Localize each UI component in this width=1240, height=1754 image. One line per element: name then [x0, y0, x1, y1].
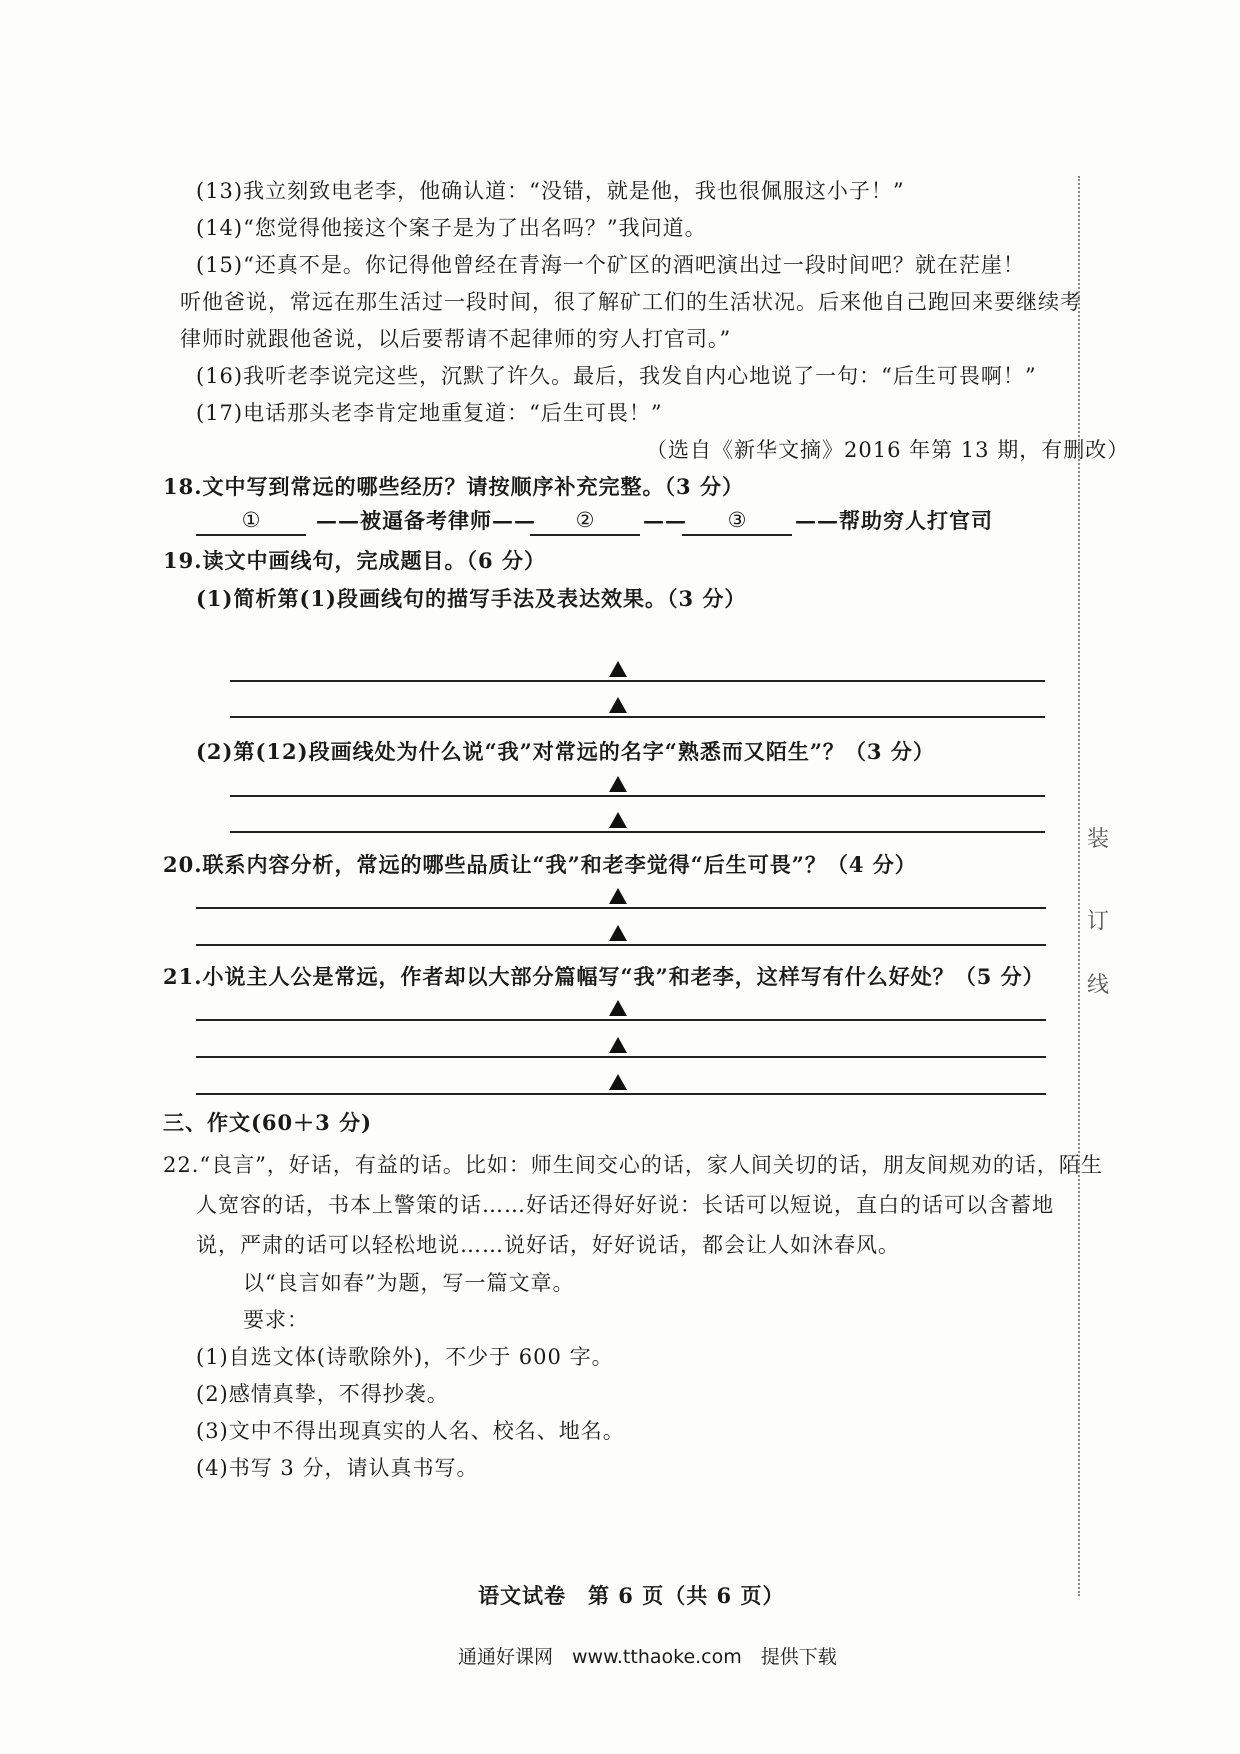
- answer-line[interactable]: [196, 907, 1046, 909]
- requirements-label: 要求：: [243, 1308, 309, 1332]
- answer-marker-icon: [609, 1074, 627, 1090]
- paragraph-15-line-2: 听他爸说，常远在那生活过一段时间，很了解矿工们的生活状况。后来他自己跑回来要继续考: [180, 290, 1082, 314]
- answer-blank-2[interactable]: ②: [530, 506, 640, 536]
- question-19: 19.读文中画线句，完成题目。（6 分）: [163, 548, 546, 573]
- download-watermark: 通通好课网 www.tthaoke.com 提供下载: [458, 1646, 837, 1668]
- answer-line[interactable]: [230, 831, 1045, 833]
- question-22-line-2: 人宽容的话，书本上警策的话……好话还得好好说：长话可以短说，直白的话可以含蓄地: [196, 1193, 1054, 1217]
- answer-line[interactable]: [196, 944, 1046, 946]
- paragraph-14: (14)“您觉得他接这个案子是为了出名吗？”我问道。: [196, 216, 707, 240]
- q18-tail: ——帮助穷人打官司: [795, 508, 993, 533]
- q18-connector-1: ——被逼备考律师——: [316, 508, 536, 533]
- paragraph-16: (16)我听老李说完这些，沉默了许久。最后，我发自内心地说了一句：“后生可畏啊！”: [196, 364, 1037, 388]
- answer-marker-icon: [609, 925, 627, 941]
- section-heading-essay: 三、作文(60＋3 分): [163, 1110, 373, 1135]
- answer-line[interactable]: [230, 680, 1045, 682]
- question-20: 20.联系内容分析，常远的哪些品质让“我”和老李觉得“后生可畏”？（4 分）: [163, 852, 917, 877]
- question-22-line-3: 说，严肃的话可以轻松地说……说好话，好好说话，都会让人如沐春风。: [196, 1233, 900, 1257]
- requirement-1: (1)自选文体(诗歌除外)，不少于 600 字。: [196, 1345, 614, 1369]
- binding-char-2: 订: [1083, 904, 1113, 935]
- requirement-3: (3)文中不得出现真实的人名、校名、地名。: [196, 1419, 625, 1443]
- paragraph-13: (13)我立刻致电老李，他确认道：“没错，就是他，我也很佩服这小子！”: [196, 179, 905, 203]
- answer-line[interactable]: [196, 1093, 1046, 1095]
- answer-marker-icon: [609, 661, 627, 677]
- answer-marker-icon: [609, 812, 627, 828]
- essay-prompt: 以“良言如春”为题，写一篇文章。: [243, 1271, 575, 1295]
- answer-line[interactable]: [196, 1056, 1046, 1058]
- answer-line[interactable]: [196, 1019, 1046, 1021]
- answer-blank-3[interactable]: ③: [682, 506, 792, 536]
- question-19-sub-2: (2)第(12)段画线处为什么说“我”对常远的名字“熟悉而又陌生”？（3 分）: [196, 739, 935, 764]
- answer-marker-icon: [609, 888, 627, 904]
- answer-blank-1[interactable]: ①: [196, 506, 306, 536]
- requirement-4: (4)书写 3 分，请认真书写。: [196, 1456, 479, 1480]
- question-22-line-1: 22.“良言”，好话，有益的话。比如：师生间交心的话，家人间关切的话，朋友间规劝的话，陌生: [163, 1153, 1103, 1177]
- paragraph-15-line-1: (15)“还真不是。你记得他曾经在青海一个矿区的酒吧演出过一段时间吧？就在茫崖！: [196, 253, 1025, 277]
- binding-char-1: 装: [1083, 822, 1113, 853]
- binding-line: [1078, 176, 1080, 1596]
- source-note: （选自《新华文摘》2016 年第 13 期，有删改）: [646, 438, 1130, 462]
- answer-line[interactable]: [230, 795, 1045, 797]
- answer-marker-icon: [609, 697, 627, 713]
- answer-marker-icon: [609, 776, 627, 792]
- answer-marker-icon: [609, 1000, 627, 1016]
- answer-marker-icon: [609, 1037, 627, 1053]
- page-footer: 语文试卷 第 6 页（共 6 页）: [478, 1583, 785, 1608]
- requirement-2: (2)感情真挚，不得抄袭。: [196, 1382, 449, 1406]
- answer-line[interactable]: [230, 716, 1045, 718]
- paragraph-15-line-3: 律师时就跟他爸说，以后要帮请不起律师的穷人打官司。”: [180, 327, 732, 351]
- binding-char-3: 线: [1083, 968, 1113, 999]
- question-19-sub-1: (1)简析第(1)段画线句的描写手法及表达效果。（3 分）: [196, 586, 747, 611]
- q18-connector-2: ——: [643, 508, 687, 533]
- paragraph-17: (17)电话那头老李肯定地重复道：“后生可畏！”: [196, 401, 663, 425]
- question-21: 21.小说主人公是常远，作者却以大部分篇幅写“我”和老李，这样写有什么好处？（5 分）: [163, 964, 1045, 989]
- question-18: 18.文中写到常远的哪些经历？请按顺序补充完整。（3 分）: [163, 474, 744, 499]
